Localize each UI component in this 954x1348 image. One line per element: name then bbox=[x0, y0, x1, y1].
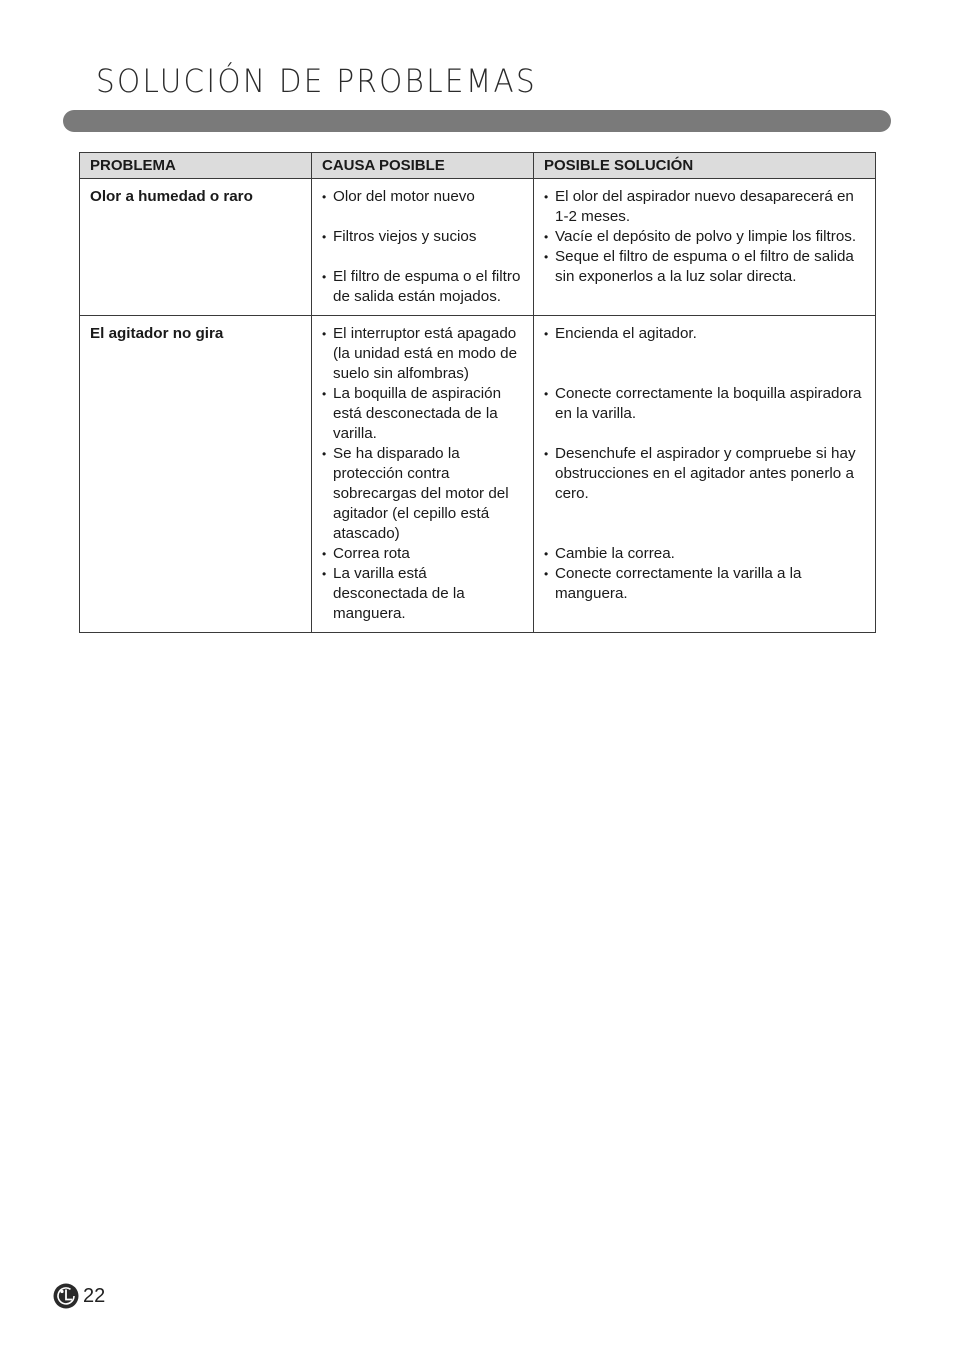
causes-cell bbox=[312, 316, 534, 633]
solution-item: • Conecte correctamente la boquilla aspiradora en la varilla. bbox=[544, 384, 867, 424]
troubleshooting-table bbox=[79, 152, 876, 633]
table-row bbox=[80, 179, 876, 316]
problem-cell: Olor a humedad o raro bbox=[80, 179, 312, 316]
table-row bbox=[80, 316, 876, 633]
lg-logo-icon bbox=[53, 1283, 79, 1309]
header-solution: POSIBLE SOLUCIÓN bbox=[534, 153, 876, 179]
page-number: 22 bbox=[83, 1284, 106, 1307]
cause-item: • La varilla está desconectada de la manguera. bbox=[322, 564, 525, 624]
cause-item: • La boquilla de aspiración está desconectada de la varilla. bbox=[322, 384, 525, 444]
solution-item: • El olor del aspirador nuevo desaparecerá en 1-2 meses. bbox=[544, 187, 867, 227]
solution-item: • Conecte correctamente la varilla a la manguera. bbox=[544, 564, 867, 604]
problem-cell: El agitador no gira bbox=[80, 316, 312, 633]
header-cause: CAUSA POSIBLE bbox=[312, 153, 534, 179]
title-divider-bar bbox=[63, 110, 891, 132]
page-footer bbox=[53, 1283, 105, 1309]
table-header-row bbox=[80, 153, 876, 179]
solution-item: • Vacíe el depósito de polvo y limpie los filtros. bbox=[544, 227, 867, 247]
page-title: SOLUCIÓN DE PROBLEMAS bbox=[96, 62, 537, 100]
cause-item: • Olor del motor nuevo bbox=[322, 187, 525, 207]
cause-item: • El interruptor está apagado (la unidad está en modo de suelo sin alfombras) bbox=[322, 324, 525, 384]
cause-item: • Correa rota bbox=[322, 544, 525, 564]
cause-item: • El filtro de espuma o el filtro de salida están mojados. bbox=[322, 267, 525, 307]
solution-item: • Seque el filtro de espuma o el filtro de salida sin exponerlos a la luz solar directa. bbox=[544, 247, 867, 287]
header-problem: PROBLEMA bbox=[80, 153, 312, 179]
causes-cell bbox=[312, 179, 534, 316]
solutions-cell bbox=[534, 179, 876, 316]
solutions-cell bbox=[534, 316, 876, 633]
cause-item: • Se ha disparado la protección contra sobrecargas del motor del agitador (el cepillo está atascado) bbox=[322, 444, 525, 544]
solution-item: • Encienda el agitador. bbox=[544, 324, 867, 344]
solution-item: • Desenchufe el aspirador y compruebe si hay obstrucciones en el agitador antes ponerlo a cero. bbox=[544, 444, 867, 504]
solution-item: • Cambie la correa. bbox=[544, 544, 867, 564]
cause-item: • Filtros viejos y sucios bbox=[322, 227, 525, 247]
